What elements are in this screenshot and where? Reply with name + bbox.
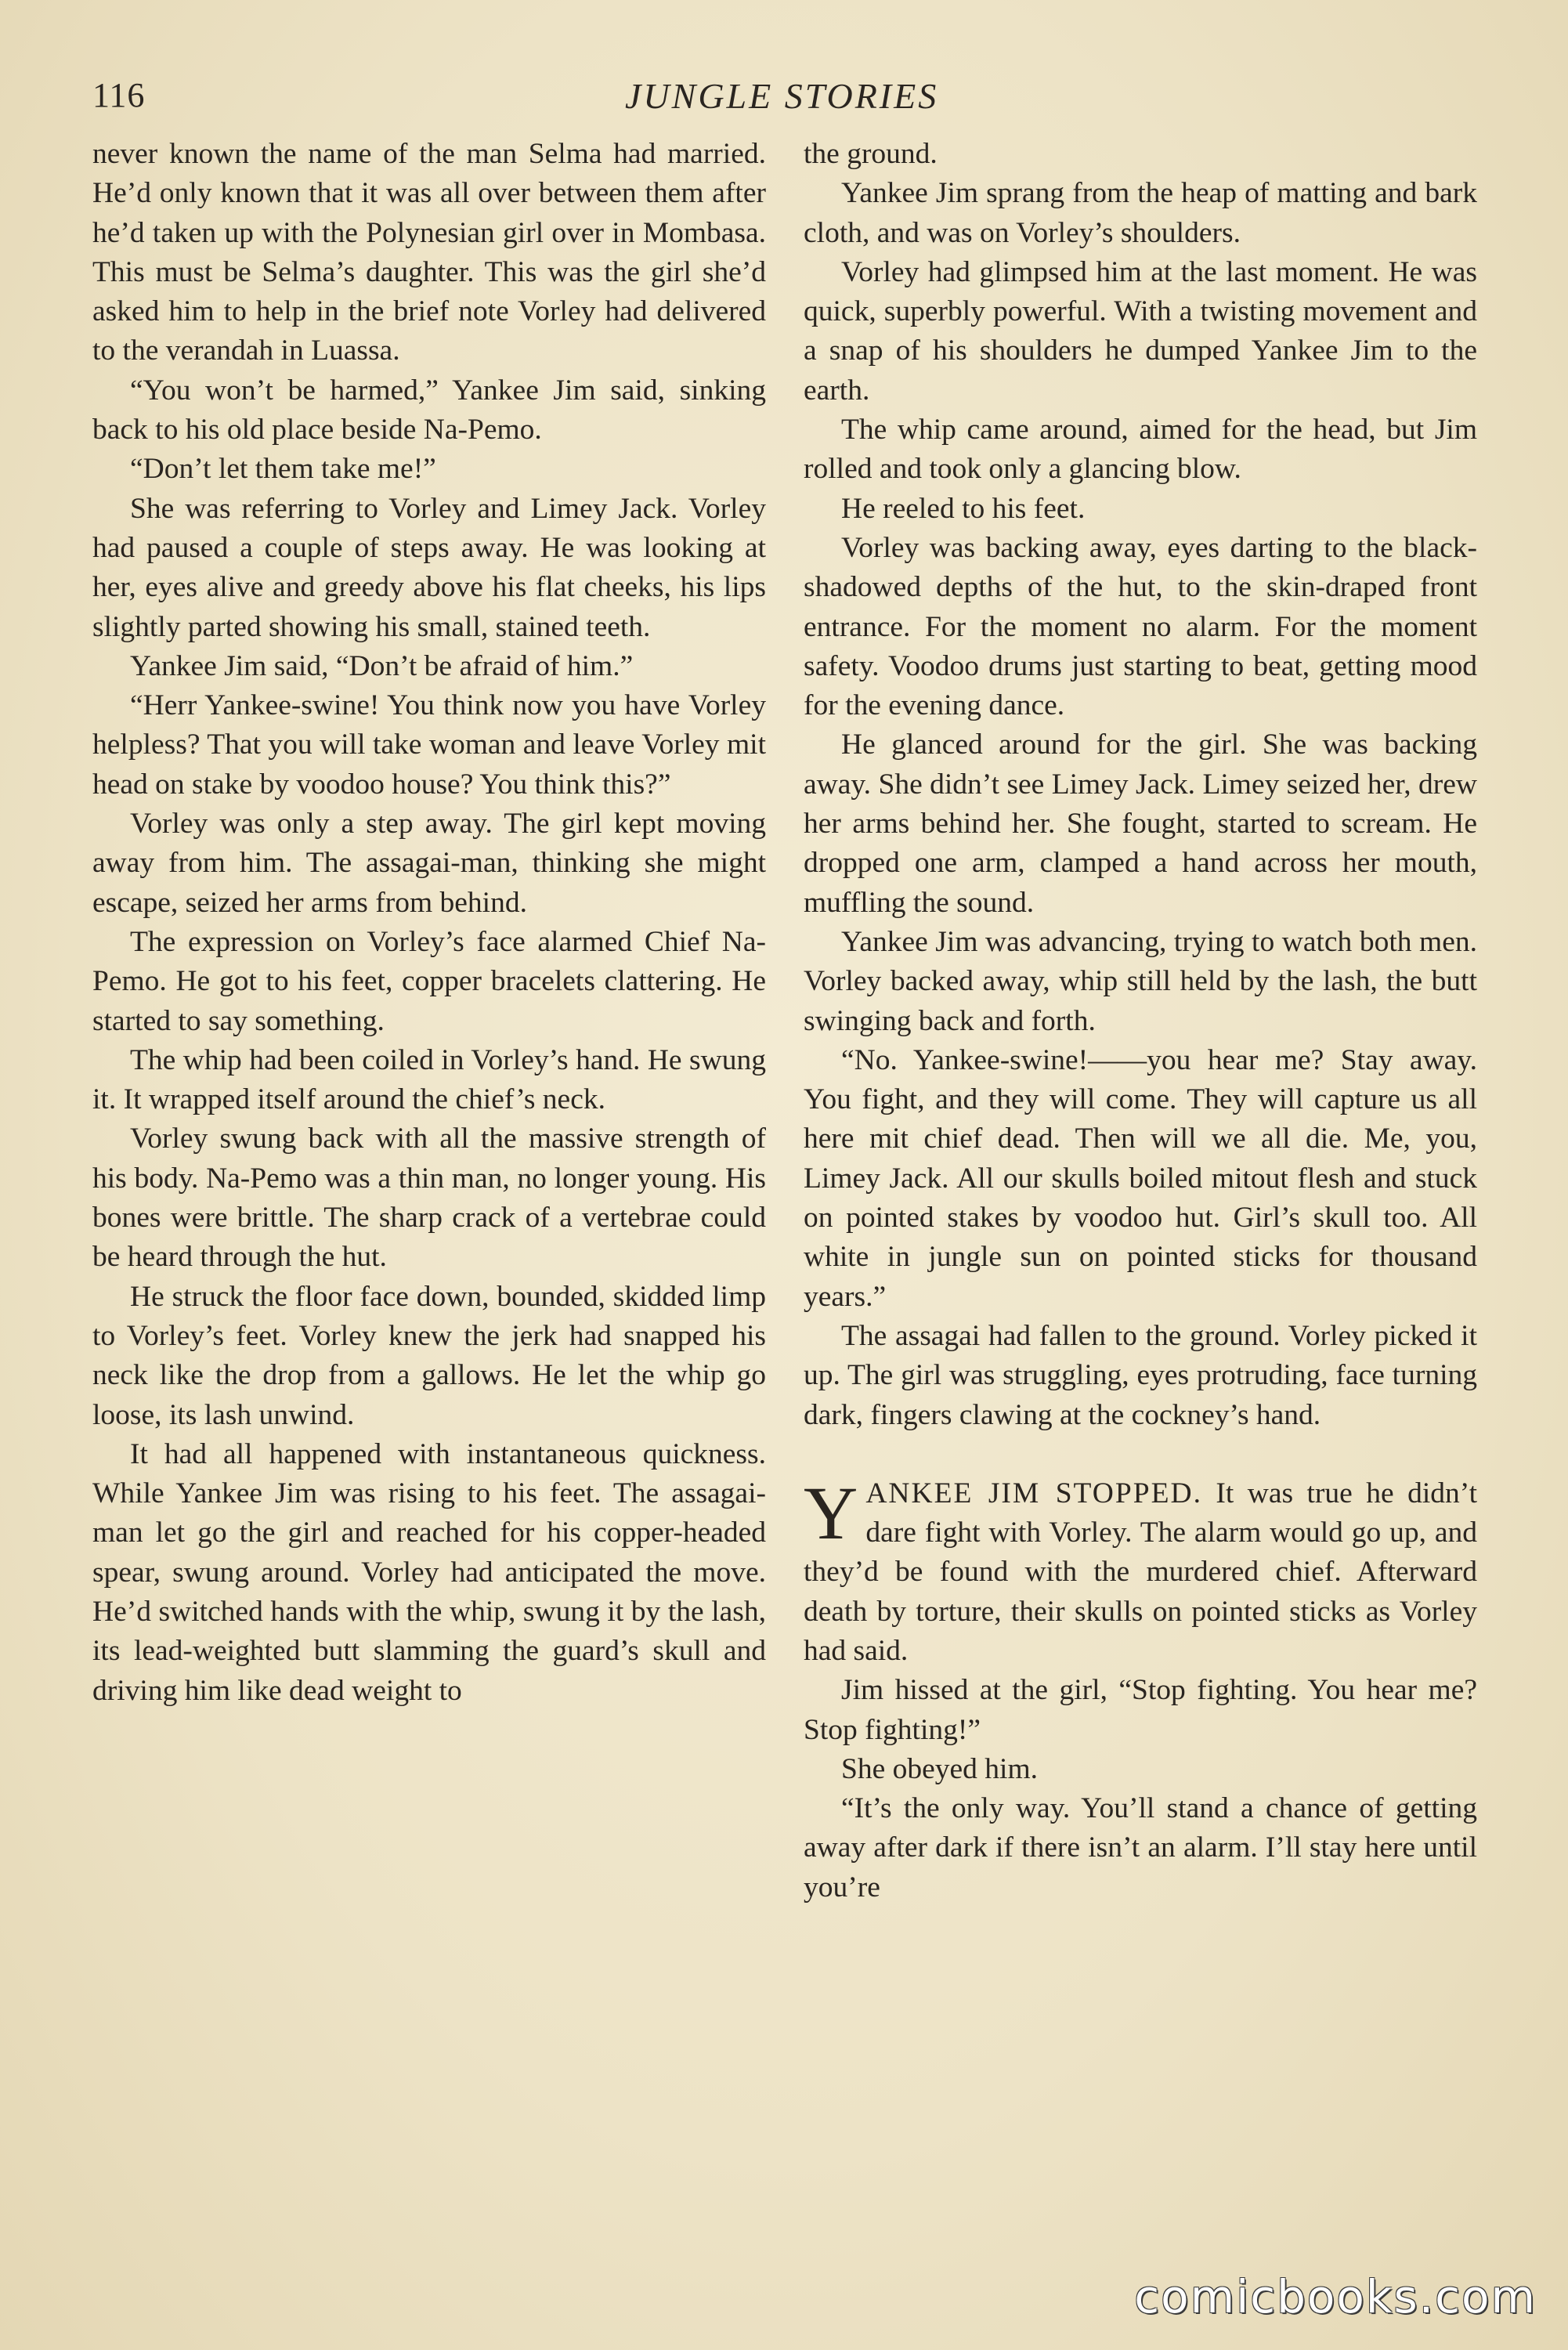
paragraph: He struck the floor face down, bounded, skidded limp to Vorley’s feet. Vorley knew the jerk had snapped his neck like the drop from a gallows. He let the whip go loose, its lash unwind. <box>92 1280 766 1431</box>
paragraph: Vorley had glimpsed him at the last moment. He was quick, superbly powerful. With a twisting movement and a snap of his shoulders he dumped Yankee Jim to the earth. <box>804 255 1477 407</box>
paragraph: Vorley swung back with all the massive strength of his body. Na-Pemo was a thin man, no longer young. His bones were brittle. The sharp crack of a vertebrae could be heard through the hut. <box>92 1123 766 1274</box>
paragraph: It had all happened with instantaneous quickness. While Yankee Jim was rising to his feet. The assagai-man let go the girl and reached for his copper-headed spear, swung around. Vorley had anticipated the move. He’d switched hands with the whip, swung it by the lash, its lead-weighted butt slamming the guard’s skull and driving him like dead weight to <box>92 1437 766 1707</box>
paragraph: She obeyed him. <box>841 1752 1039 1785</box>
paragraph: The assagai had fallen to the ground. Vorley picked it up. The girl was struggling, eyes protruding, face turning dark, fingers clawing at the cockney’s hand. <box>804 1319 1477 1431</box>
paragraph: The whip came around, aimed for the head, but Jim rolled and took only a glancing blow. <box>804 414 1477 486</box>
paragraph: The expression on Vorley’s face alarmed Chief Na-Pemo. He got to his feet, copper bracelets clattering. He started to say something. <box>92 925 766 1037</box>
paragraph: “No. Yankee-swine!——you hear me? Stay away. You fight, and they will come. They will capture us all here mit chief dead. Then will we all die. Me, you, Limey Jack. All our skulls boiled mitout flesh and stuck on pointed stakes by voodoo hut. Girl’s skull too. All white in jungle sun on pointed sticks for thousand years.” <box>804 1043 1477 1313</box>
drop-cap: Y <box>804 1470 858 1555</box>
paragraph: “You won’t be harmed,” Yankee Jim said, sinking back to his old place beside Na-Pemo. <box>92 374 766 446</box>
paragraph: Jim hissed at the girl, “Stop fighting. You hear me? Stop fighting!” <box>804 1674 1477 1746</box>
page-header <box>92 75 1479 122</box>
right-column <box>804 135 1477 1907</box>
paragraph: Yankee Jim said, “Don’t be afraid of him.” <box>130 649 634 682</box>
section-opening-paragraph <box>804 1470 1477 1671</box>
paragraph: He reeled to his feet. <box>841 492 1086 525</box>
paragraph: He glanced around for the girl. She was backing away. She didn’t see Limey Jack. Limey seized her, drew her arms behind her. She fought, started to scream. He dropped one arm, clamped a hand across her mouth, muffling the sound. <box>804 728 1477 919</box>
paragraph: “It’s the only way. You’ll stand a chance of getting away after dark if there isn’t an alarm. I’ll stay here until you’re <box>804 1792 1477 1904</box>
paragraph: “Herr Yankee-swine! You think now you have Vorley helpless? That you will take woman and leave Vorley mit head on stake by voodoo house? You think this?” <box>92 689 766 801</box>
site-watermark: comicbooks.com <box>1134 2270 1537 2323</box>
section-lead-in: ANKEE JIM STOPPED. <box>865 1477 1202 1509</box>
paragraph: Vorley was only a step away. The girl kept moving away from him. The assagai-man, thinking she might escape, seized her arms from behind. <box>92 808 766 919</box>
paragraph: “Don’t let them take me!” <box>130 453 436 486</box>
paragraph: Yankee Jim sprang from the heap of matting and bark cloth, and was on Vorley’s shoulders. <box>804 177 1477 249</box>
section-text: It was true he didn’t dare fight with Vorley. The alarm would go up, and they’d be found with the murdered chief. Afterward death by torture, their skulls on pointed sticks as Vorley had said. <box>804 1477 1477 1667</box>
running-head: JUNGLE STORIES <box>625 76 939 116</box>
paragraph: Vorley was backing away, eyes darting to the black-shadowed depths of the hut, to the skin-draped front entrance. For the moment no alarm. For the moment safety. Voodoo drums just starting to beat, getting mood for the evening dance. <box>804 531 1477 722</box>
paragraph: the ground. <box>804 138 938 170</box>
paragraph: The whip had been coiled in Vorley’s hand. He swung it. It wrapped itself around the chief’s neck. <box>92 1043 766 1116</box>
paragraph: never known the name of the man Selma had married. He’d only known that it was all over between them after he’d taken up with the Polynesian girl over in Mombasa. This must be Selma’s daughter. This was the girl she’d asked him to help in the brief note Vorley had delivered to the verandah in Luassa. <box>92 138 766 367</box>
page-number: 116 <box>92 76 146 114</box>
paragraph: Yankee Jim was advancing, trying to watch both men. Vorley backed away, whip still held by the lash, the butt swinging back and forth. <box>804 925 1477 1037</box>
left-column <box>92 135 766 1711</box>
paragraph: She was referring to Vorley and Limey Jack. Vorley had paused a couple of steps away. He was looking at her, eyes alive and greedy above his flat cheeks, his lips slightly parted showing his small, stained teeth. <box>92 492 766 643</box>
